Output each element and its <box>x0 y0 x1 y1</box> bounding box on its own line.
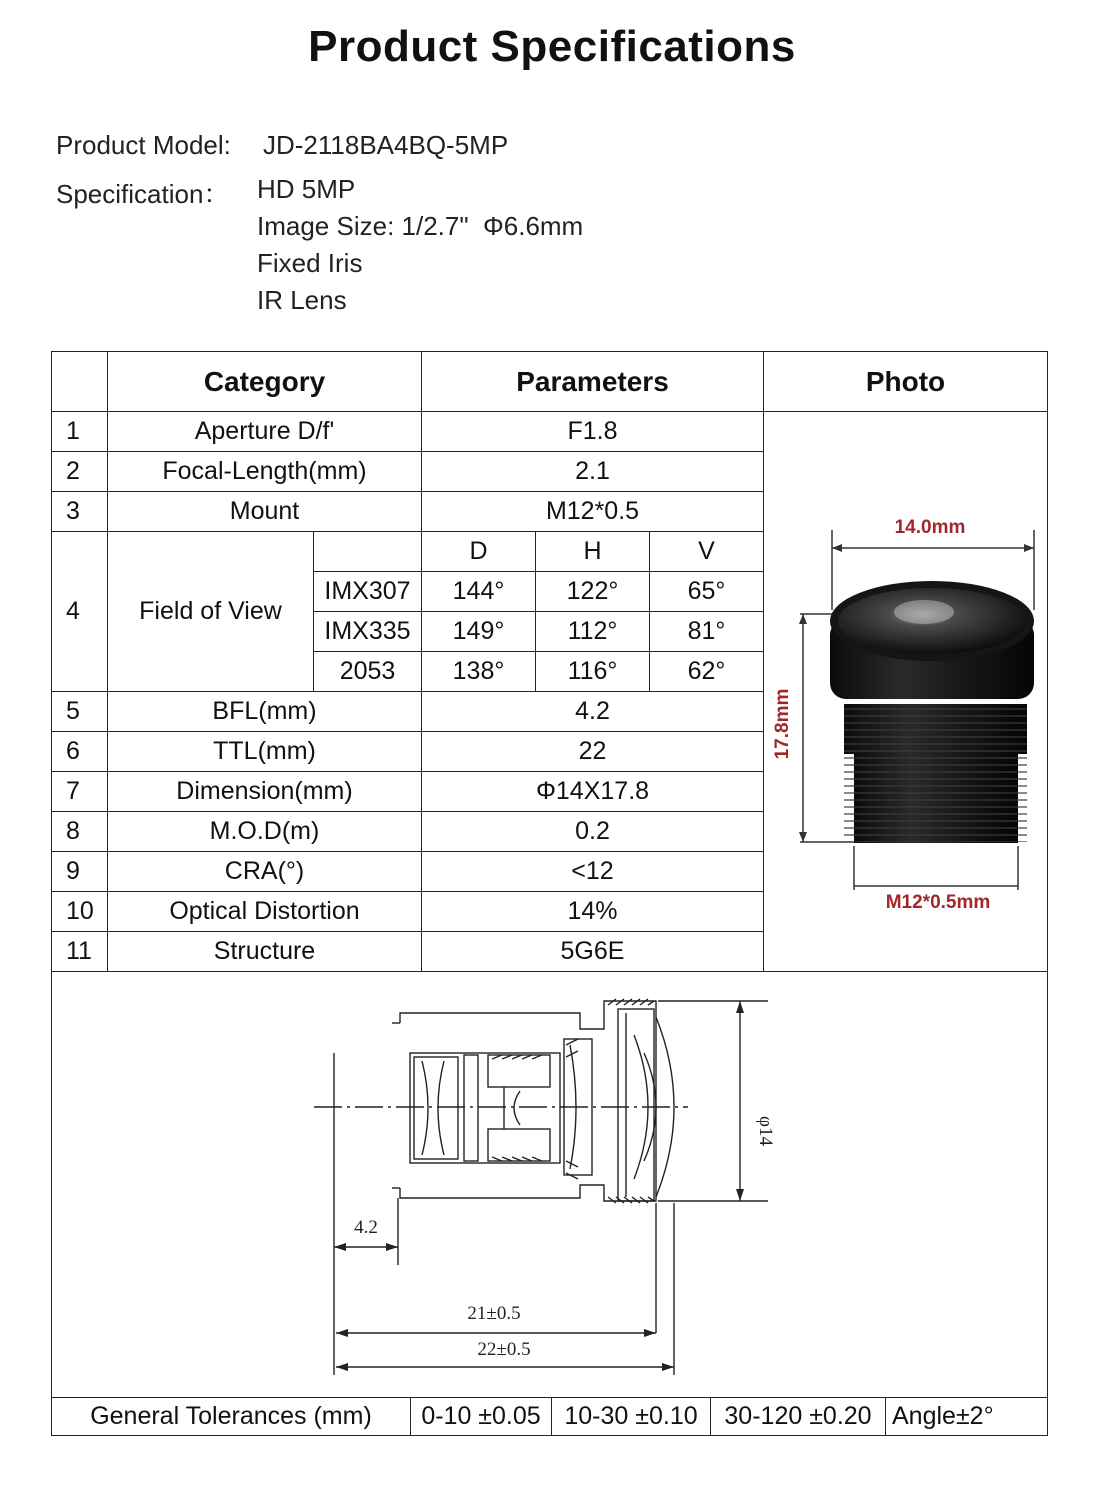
header-photo: Photo <box>764 352 1048 412</box>
tolerance-angle: Angle±2° <box>892 1402 994 1430</box>
tolerance-label: General Tolerances (mm) <box>52 1398 411 1435</box>
lens-photo-cell <box>764 412 1048 972</box>
row-number: 11 <box>52 932 108 972</box>
drawing-diameter-label: φ14 <box>755 1115 776 1146</box>
spec-line-1: HD 5MP <box>257 174 356 204</box>
fov-col-d: D <box>422 532 536 572</box>
fov-sensor-header <box>314 532 422 572</box>
header-number <box>52 352 108 412</box>
model-label: Product Model: <box>56 130 231 160</box>
fov-value: 112° <box>536 612 650 652</box>
row-category: TTL(mm) <box>108 732 422 772</box>
photo-thread-label: M12*0.5mm <box>885 891 991 913</box>
row-number: 7 <box>52 772 108 812</box>
row-category: Aperture D/f' <box>108 412 422 452</box>
spec-table <box>51 351 1048 1436</box>
tolerance-range: 30-120 ±0.20 <box>711 1398 886 1435</box>
fov-value: 149° <box>422 612 536 652</box>
row-number: 3 <box>52 492 108 532</box>
spec-label: Specification： <box>56 179 230 209</box>
lens-photo <box>764 414 1046 970</box>
fov-value: 65° <box>650 572 764 612</box>
drawing-length1-label: 21±0.5 <box>467 1302 521 1324</box>
fov-value: 122° <box>536 572 650 612</box>
row-value: Φ14X17.8 <box>422 772 764 812</box>
tolerance-row <box>52 1398 1048 1436</box>
row-category: Structure <box>108 932 422 972</box>
row-value: 5G6E <box>422 932 764 972</box>
row-number: 6 <box>52 732 108 772</box>
fov-value: 144° <box>422 572 536 612</box>
fov-sensor: 2053 <box>314 652 422 692</box>
fov-value: 138° <box>422 652 536 692</box>
row-value: 4.2 <box>422 692 764 732</box>
tolerance-range: 0-10 ±0.05 <box>411 1398 552 1435</box>
row-number: 1 <box>52 412 108 452</box>
row-value: <12 <box>422 852 764 892</box>
fov-value: 116° <box>536 652 650 692</box>
row-category: Optical Distortion <box>108 892 422 932</box>
row-number: 5 <box>52 692 108 732</box>
fov-sensor: IMX307 <box>314 572 422 612</box>
fov-col-v: V <box>650 532 764 572</box>
spec-line-2: Image Size: 1/2.7" Φ6.6mm <box>257 211 584 241</box>
row-category: BFL(mm) <box>108 692 422 732</box>
row-number: 9 <box>52 852 108 892</box>
row-value: 14% <box>422 892 764 932</box>
page-title: Product Specifications <box>308 22 796 71</box>
spec-line-3: Fixed Iris <box>257 248 363 278</box>
fov-category: Field of View <box>108 532 314 692</box>
row-category: Mount <box>108 492 422 532</box>
row-category: Dimension(mm) <box>108 772 422 812</box>
drawing-bfl-label: 4.2 <box>354 1216 378 1238</box>
row-value: 0.2 <box>422 812 764 852</box>
fov-value: 62° <box>650 652 764 692</box>
fov-value: 81° <box>650 612 764 652</box>
fov-sensor: IMX335 <box>314 612 422 652</box>
row-number: 2 <box>52 452 108 492</box>
drawing-length2-label: 22±0.5 <box>477 1338 531 1360</box>
spec-line-4: IR Lens <box>257 285 347 315</box>
row-value: 22 <box>422 732 764 772</box>
row-number: 10 <box>52 892 108 932</box>
model-value: JD-2118BA4BQ-5MP <box>263 130 509 160</box>
row-category: M.O.D(m) <box>108 812 422 852</box>
technical-drawing <box>52 973 1046 1397</box>
row-value: F1.8 <box>422 412 764 452</box>
row-category: Focal-Length(mm) <box>108 452 422 492</box>
technical-drawing-cell <box>52 972 1048 1398</box>
fov-col-h: H <box>536 532 650 572</box>
row-category: CRA(°) <box>108 852 422 892</box>
row-value: M12*0.5 <box>422 492 764 532</box>
photo-height-label: 17.8mm <box>772 688 793 759</box>
header-category: Category <box>108 352 422 412</box>
photo-width-label: 14.0mm <box>894 516 966 538</box>
row-value: 2.1 <box>422 452 764 492</box>
header-parameters: Parameters <box>422 352 764 412</box>
row-number: 4 <box>52 532 108 692</box>
row-number: 8 <box>52 812 108 852</box>
tolerance-range: 10-30 ±0.10 <box>552 1398 711 1435</box>
